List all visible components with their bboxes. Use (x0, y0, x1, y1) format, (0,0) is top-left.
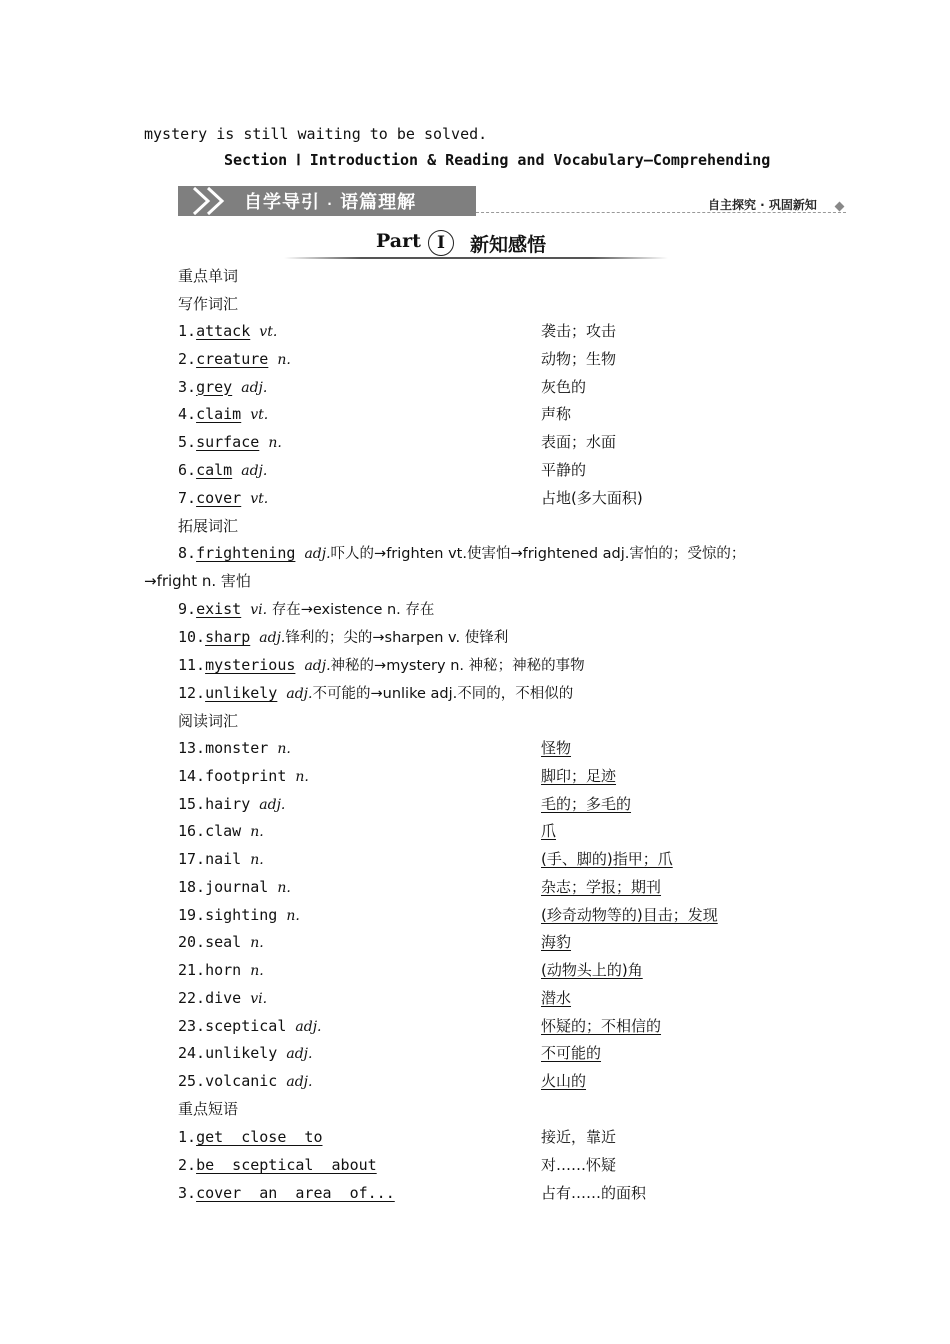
part-of-speech: n. (250, 963, 264, 979)
part-of-speech: n. (295, 768, 309, 785)
item-number: 7. (178, 488, 197, 507)
item-word: horn (205, 961, 242, 979)
reading-word-row (178, 1016, 322, 1037)
heading-writing-words: 写作词汇 (178, 295, 239, 313)
item-meaning: 潜水 (541, 988, 572, 1007)
continued-text-line: mystery is still waiting to be solved. (144, 125, 488, 143)
part-of-speech: adj. (286, 1046, 313, 1063)
item-number: 24. (178, 1044, 206, 1063)
item-number: 25. (178, 1072, 206, 1090)
item-meaning: 声称 (541, 405, 572, 424)
item-number: 2. (178, 349, 197, 368)
part-of-speech: n. (250, 935, 264, 952)
part-of-speech: adj. (295, 1018, 322, 1035)
item-number: 20. (178, 933, 206, 952)
banner-title: 自学导引 · 语篇理解 (244, 192, 417, 213)
item-word: sighting (205, 905, 278, 924)
item-meaning: 海豹 (541, 933, 572, 952)
writing-word-row (178, 488, 268, 509)
item-word: creature (196, 349, 269, 368)
part-of-speech: adj. (259, 630, 286, 646)
item-number: 17. (178, 850, 206, 868)
reading-word-row (178, 988, 267, 1009)
part-of-speech: adj. (304, 658, 331, 674)
derivation-text: 存在→existence n. 存在 (267, 602, 435, 618)
derivation-text: 吓人的→frighten vt.使害怕→frightened adj.害怕的；受惊的； (330, 546, 746, 562)
item-word: grey (196, 377, 233, 396)
item-number: 1. (178, 1128, 197, 1146)
item-meaning: (动物头上的)角 (541, 961, 643, 979)
part-numeral: Ⅰ (428, 230, 454, 256)
phrase-row (178, 1155, 377, 1175)
item-number: 16. (178, 822, 206, 841)
derivation-text: 不可能的→unlike adj.不同的，不相似的 (312, 686, 574, 702)
item-phrase: get close to (196, 1128, 323, 1146)
item-word: claw (205, 822, 242, 841)
part-of-speech: n. (277, 879, 291, 896)
item-meaning: (珍奇动物等的)目击；发现 (541, 905, 718, 924)
writing-word-row (178, 377, 267, 398)
item-meaning: 灰色的 (541, 377, 587, 396)
diamond-icon (835, 202, 845, 212)
item-meaning: 占地(多大面积) (541, 488, 643, 507)
item-meaning: 表面；水面 (541, 433, 617, 452)
part-of-speech: n. (277, 741, 291, 757)
item-word: nail (205, 850, 242, 868)
derivation-text: 神秘的→mystery n. 神秘；神秘的事物 (330, 658, 585, 674)
part-of-speech: vi. (250, 990, 268, 1007)
part-of-speech: vt. (250, 490, 269, 507)
item-number: 8. (178, 544, 197, 562)
item-meaning: 平静的 (541, 461, 587, 479)
writing-word-row (178, 404, 268, 425)
part-of-speech: adj. (241, 379, 268, 396)
reading-word-row (178, 766, 309, 787)
derivation-continuation: →fright n. 害怕 (144, 572, 251, 590)
item-number: 18. (178, 877, 206, 896)
item-word: claim (196, 405, 242, 424)
part-of-speech: adj. (286, 686, 313, 702)
part-label: Part (376, 230, 421, 252)
phrase-row (178, 1183, 395, 1203)
item-number: 5. (178, 433, 197, 452)
item-number: 23. (178, 1016, 206, 1035)
banner-tag: 自主探究 · 巩固新知 (708, 198, 817, 212)
item-number: 22. (178, 988, 206, 1007)
reading-word-row (178, 849, 264, 870)
item-number: 6. (178, 461, 197, 479)
item-word: calm (196, 461, 233, 479)
item-word: attack (196, 322, 251, 340)
item-meaning: 脚印；足迹 (541, 766, 617, 785)
item-number: 1. (178, 322, 197, 340)
reading-word-row (178, 738, 291, 759)
item-number: 15. (178, 794, 206, 813)
writing-word-row (178, 432, 282, 453)
item-word: monster (205, 739, 269, 757)
reading-word-row (178, 932, 264, 953)
item-meaning: 爪 (541, 822, 557, 841)
reading-word-row (178, 794, 285, 815)
reading-word-row (178, 821, 264, 842)
item-meaning: 毛的；多毛的 (541, 794, 632, 813)
extended-word-row (178, 627, 508, 648)
writing-word-row (178, 460, 267, 481)
item-meaning: 占有……的面积 (541, 1183, 647, 1202)
item-meaning: 杂志；学报；期刊 (541, 877, 662, 896)
item-word: sceptical (205, 1016, 287, 1035)
item-meaning: 袭击；攻击 (541, 322, 617, 340)
extended-word-row (178, 655, 585, 676)
section-title: Section Ⅰ Introduction & Reading and Vocabulary—Comprehending (224, 151, 771, 169)
item-word: cover (196, 488, 242, 507)
part-of-speech: vi. (250, 602, 268, 618)
reading-word-row (178, 1071, 312, 1092)
item-phrase: be sceptical about (196, 1155, 377, 1174)
part-of-speech: n. (277, 351, 291, 368)
item-word: surface (196, 433, 260, 452)
item-number: 19. (178, 905, 206, 924)
part-of-speech: vt. (250, 407, 269, 424)
item-number: 2. (178, 1155, 197, 1174)
item-number: 11. (178, 656, 206, 674)
item-word: dive (205, 988, 242, 1007)
part-of-speech: adj. (286, 1074, 313, 1090)
item-word: volcanic (205, 1072, 278, 1090)
extended-word-row (178, 683, 573, 704)
part-of-speech: adj. (304, 546, 331, 562)
heading-extended-words: 拓展词汇 (178, 517, 239, 535)
part-title: 新知感悟 (470, 234, 547, 256)
part-underline (284, 257, 668, 259)
item-word: unlikely (205, 684, 278, 702)
extended-word-row (178, 543, 745, 564)
reading-word-row (178, 960, 264, 981)
part-of-speech: n. (268, 435, 282, 452)
item-meaning: (手、脚的)指甲；爪 (541, 850, 673, 868)
reading-word-row (178, 877, 291, 898)
part-of-speech: vt. (259, 324, 278, 340)
item-number: 21. (178, 961, 206, 979)
writing-word-row (178, 349, 291, 370)
item-word: sharp (205, 628, 251, 646)
heading-key-words: 重点单词 (178, 267, 239, 285)
heading-reading-words: 阅读词汇 (178, 712, 239, 730)
derivation-text: 锋利的；尖的→sharpen v. 使锋利 (285, 630, 509, 646)
item-word: footprint (205, 766, 287, 785)
item-word: frightening (196, 544, 296, 562)
item-meaning: 动物；生物 (541, 349, 617, 368)
item-number: 3. (178, 377, 197, 396)
reading-word-row (178, 1043, 312, 1064)
item-word: exist (196, 600, 242, 618)
item-word: unlikely (205, 1044, 278, 1063)
item-number: 12. (178, 684, 206, 702)
item-number: 3. (178, 1183, 197, 1202)
item-meaning: 火山的 (541, 1072, 587, 1090)
item-number: 10. (178, 628, 206, 646)
part-of-speech: adj. (241, 463, 268, 479)
reading-word-row (178, 905, 300, 926)
item-word: hairy (205, 794, 251, 813)
item-word: mysterious (205, 656, 296, 674)
item-number: 14. (178, 766, 206, 785)
item-phrase: cover an area of... (196, 1183, 395, 1202)
part-of-speech: n. (286, 907, 300, 924)
phrase-row (178, 1127, 323, 1147)
item-number: 4. (178, 405, 197, 424)
extended-word-row (178, 599, 434, 620)
writing-word-row (178, 321, 277, 342)
heading-key-phrases: 重点短语 (178, 1100, 239, 1118)
item-meaning: 接近，靠近 (541, 1128, 617, 1146)
item-meaning: 怀疑的；不相信的 (541, 1016, 662, 1035)
item-number: 13. (178, 739, 206, 757)
item-word: seal (205, 933, 242, 952)
item-word: journal (205, 877, 269, 896)
part-of-speech: n. (250, 824, 264, 841)
double-chevron-icon (186, 186, 246, 216)
part-of-speech: n. (250, 852, 264, 868)
item-meaning: 怪物 (541, 739, 572, 757)
item-meaning: 不可能的 (541, 1044, 602, 1063)
item-meaning: 对……怀疑 (541, 1155, 617, 1174)
item-number: 9. (178, 600, 197, 618)
part-of-speech: adj. (259, 796, 286, 813)
